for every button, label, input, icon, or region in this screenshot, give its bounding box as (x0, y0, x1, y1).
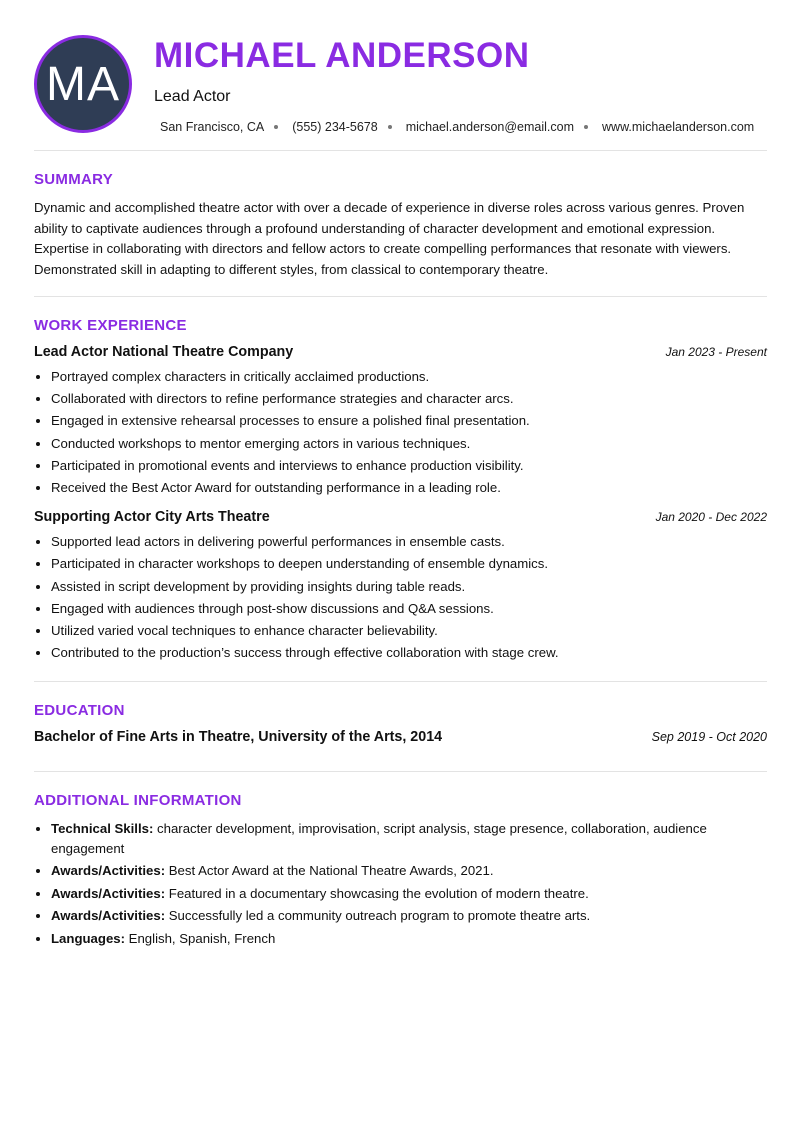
list-item: • Portrayed complex characters in critically acclaimed productions. (51, 366, 767, 388)
item-label: Awards/Activities: (51, 863, 166, 879)
education-date: Sep 2019 - Oct 2020 (651, 730, 767, 745)
job-entry (34, 509, 767, 664)
website: www.michaelanderson.com (602, 120, 755, 134)
list-item: • Utilized varied vocal techniques to enhance character believability. (51, 620, 767, 642)
section-title-experience: WORK EXPERIENCE (34, 317, 187, 334)
item-label: Languages: (51, 930, 126, 946)
separator-dot-icon (388, 125, 392, 129)
section-title-summary: SUMMARY (34, 171, 114, 188)
job-date: Jan 2020 - Dec 2022 (655, 510, 767, 525)
list-item (51, 929, 767, 949)
experience-section (34, 297, 767, 682)
degree: Bachelor of Fine Arts in Theatre, University of the Arts, 2014 (34, 729, 443, 746)
list-item (51, 884, 767, 904)
separator-dot-icon (274, 125, 278, 129)
list-item: • Assisted in script development by providing insights during table reads. (51, 576, 767, 598)
job-title: Supporting Actor City Arts Theatre (34, 509, 270, 526)
summary-text: Dynamic and accomplished theatre actor with over a decade of experience in diverse roles across various genres. Proven ability to captivate audiences through a profound understanding of character development and emotional expression. Expertise in collaborating with directors and fellow actors to create compelling performances that resonate with viewers. Demonstrated skill in adapting to different styles, from classical to contemporary theatre. (34, 200, 745, 277)
item-text: Successfully led a community outreach program to promote theatre arts. (165, 908, 591, 924)
education-section (34, 682, 767, 772)
item-text: Best Actor Award at the National Theatre Awards, 2021. (165, 863, 494, 879)
job-date: Jan 2023 - Present (665, 345, 767, 359)
candidate-role: Lead Actor (154, 88, 231, 105)
section-title-education: EDUCATION (34, 702, 125, 720)
additional-list (34, 819, 767, 948)
item-label: Awards/Activities: (51, 908, 166, 924)
item-label: Technical Skills: (51, 821, 154, 837)
item-text: character development, improvisation, script analysis, stage presence, collaboration, audience engagement (51, 821, 707, 856)
separator-dot-icon (584, 125, 588, 129)
list-item: • Collaborated with directors to refine performance strategies and character arcs. (51, 388, 767, 410)
job-entry (34, 344, 767, 499)
list-item: • Engaged in extensive rehearsal processes to ensure a polished final presentation. (51, 410, 767, 432)
location: San Francisco, CA (160, 120, 265, 134)
phone: (555) 234-5678 (292, 120, 378, 134)
email: michael.anderson@email.com (405, 120, 575, 134)
item-text: English, Spanish, French (125, 930, 276, 946)
summary-section (34, 151, 767, 297)
list-item: • Participated in character workshops to deepen understanding of ensemble dynamics. (51, 553, 767, 575)
resume-page (34, 0, 767, 951)
list-item: • Engaged with audiences through post-show discussions and Q&A sessions. (51, 598, 767, 620)
item-label: Awards/Activities: (51, 885, 166, 901)
list-item: • Supported lead actors in delivering powerful performances in ensemble casts. (51, 531, 767, 553)
list-item: • Received the Best Actor Award for outstanding performance in a leading role. (51, 477, 767, 499)
list-item (51, 906, 767, 926)
avatar: MA (34, 35, 132, 133)
list-item (51, 861, 767, 881)
list-item: • Conducted workshops to mentor emerging actors in various techniques. (51, 433, 767, 455)
contact-info (160, 120, 754, 134)
item-text: Featured in a documentary showcasing the evolution of modern theatre. (165, 885, 589, 901)
job-title: Lead Actor National Theatre Company (34, 344, 294, 360)
section-title-additional: ADDITIONAL INFORMATION (34, 792, 242, 810)
resume-header (34, 0, 767, 151)
candidate-name: MICHAEL ANDERSON (154, 36, 530, 75)
list-item (51, 819, 767, 858)
additional-section (34, 772, 767, 948)
list-item: • Contributed to the production’s success through effective collaboration with stage crew. (51, 642, 767, 664)
job-bullets (34, 366, 767, 499)
list-item: • Participated in promotional events and interviews to enhance production visibility. (51, 455, 767, 477)
job-bullets (34, 531, 767, 664)
